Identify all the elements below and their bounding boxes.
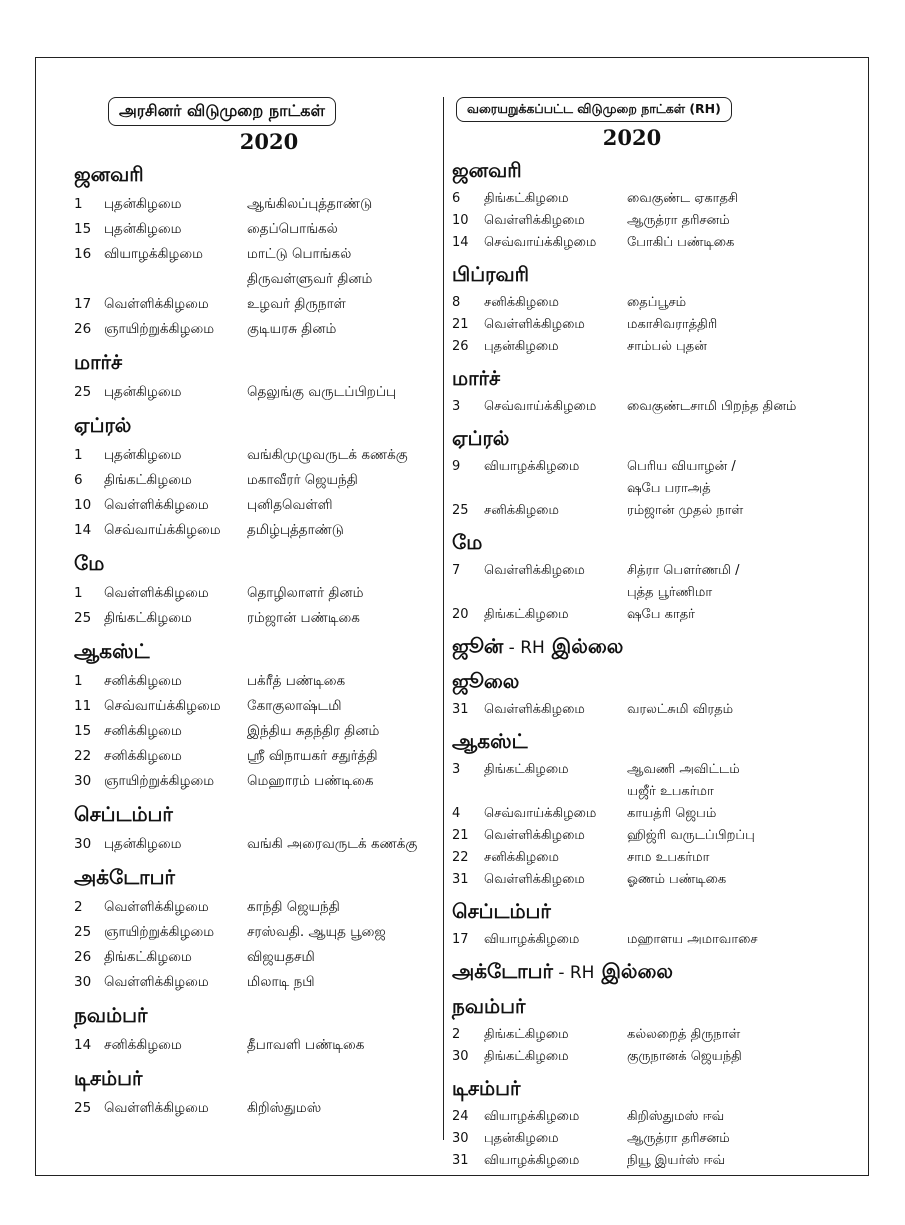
holiday-weekday: புதன்கிழமை (484, 1131, 559, 1146)
month-name: செப்டம்பர் (74, 802, 173, 826)
holiday-name: உழவர் திருநாள் (247, 296, 346, 312)
month-heading (452, 729, 824, 756)
holiday-name: வரலட்சுமி விரதம் (627, 702, 734, 717)
holiday-row (452, 314, 824, 336)
holiday-weekday: வியாழக்கிழமை (484, 1153, 580, 1168)
holiday-row (452, 847, 824, 869)
holiday-weekday: சனிக்கிழமை (104, 723, 182, 739)
holiday-date: 30 (452, 1131, 469, 1146)
holiday-date: 31 (452, 702, 469, 717)
holiday-name: நியூ இயர்ஸ் ஈவ் (627, 1153, 726, 1168)
holiday-weekday: திங்கட்கிழமை (484, 1049, 569, 1064)
rh-note-label: RH (520, 638, 545, 658)
holiday-date: 26 (74, 321, 92, 337)
holiday-row (74, 380, 436, 405)
month-name: மார்ச் (452, 366, 501, 390)
holiday-name: ஹிஜ்ரி வருடப்பிறப்பு (627, 828, 755, 843)
holiday-row (452, 1046, 824, 1068)
holiday-row (452, 396, 824, 418)
month-heading (452, 634, 824, 661)
holiday-name: மஹாளய அமாவாசை (627, 932, 758, 947)
holiday-weekday: சனிக்கிழமை (104, 748, 182, 764)
holiday-date: 26 (74, 949, 92, 965)
holiday-name: புனிதவெள்ளி (247, 497, 333, 513)
holiday-row (74, 832, 436, 857)
holiday-name: ஆவணி அவிட்டம் (627, 762, 740, 777)
holiday-row (74, 468, 436, 493)
holiday-row (452, 560, 824, 582)
holiday-row (452, 759, 824, 781)
rh-note-text: இல்லை (594, 959, 674, 983)
holiday-row (74, 1096, 436, 1121)
holiday-weekday: செவ்வாய்க்கிழமை (104, 522, 221, 538)
holiday-name: குருநானக் ஜெயந்தி (627, 1049, 742, 1064)
holiday-weekday: செவ்வாய்க்கிழமை (104, 698, 221, 714)
holiday-date: 21 (452, 317, 469, 332)
holiday-date: 30 (74, 836, 92, 852)
holiday-weekday: வெள்ளிக்கிழமை (104, 585, 209, 601)
holiday-date: 14 (74, 1037, 92, 1053)
month-heading (74, 162, 436, 189)
holiday-date: 14 (74, 522, 92, 538)
holiday-row (74, 970, 436, 995)
holiday-date: 21 (452, 828, 469, 843)
month-heading (74, 802, 436, 829)
month-name: ஏப்ரல் (452, 426, 510, 450)
holiday-weekday: வெள்ளிக்கிழமை (104, 974, 209, 990)
holiday-row (452, 292, 824, 314)
holiday-name: வைகுண்டசாமி பிறந்த தினம் (627, 399, 797, 414)
holiday-date: 2 (452, 1027, 461, 1042)
holiday-date: 25 (74, 1100, 92, 1116)
holiday-name: விஜயதசமி (247, 949, 315, 965)
holiday-date: 26 (452, 339, 469, 354)
holiday-date: 9 (452, 459, 461, 474)
holiday-weekday: செவ்வாய்க்கிழமை (484, 806, 597, 821)
holiday-row (452, 699, 824, 721)
holiday-date: 30 (452, 1049, 469, 1064)
holiday-name: பெரிய வியாழன் / (627, 459, 736, 474)
month-heading (74, 639, 436, 666)
holiday-row (452, 1128, 824, 1150)
holiday-date: 17 (452, 932, 469, 947)
month-name: ஆகஸ்ட் (74, 639, 150, 663)
month-heading (74, 350, 436, 377)
holiday-row (74, 669, 436, 694)
holiday-date: 11 (74, 698, 92, 714)
holiday-name: காந்தி ஜெயந்தி (247, 899, 340, 915)
holiday-row (74, 694, 436, 719)
holiday-date: 10 (74, 497, 92, 513)
holiday-row (74, 719, 436, 744)
holiday-weekday: சனிக்கிழமை (484, 850, 559, 865)
holiday-date: 24 (452, 1109, 469, 1124)
holiday-date: 16 (74, 246, 92, 262)
holiday-weekday: புதன்கிழமை (104, 836, 182, 852)
holiday-row (452, 1024, 824, 1046)
holiday-name: குடியரசு தினம் (247, 321, 337, 337)
month-heading (452, 959, 824, 986)
holiday-weekday: ஞாயிற்றுக்கிழமை (104, 924, 215, 940)
month-list (74, 162, 436, 1121)
year-label: 2020 (602, 125, 662, 150)
holiday-name: சரஸ்வதி. ஆயுத பூஜை (247, 924, 386, 940)
month-name: டிசம்பர் (74, 1066, 143, 1090)
holiday-weekday: வெள்ளிக்கிழமை (484, 872, 585, 887)
holiday-weekday: வெள்ளிக்கிழமை (104, 497, 209, 513)
holiday-row (74, 443, 436, 468)
holiday-row (452, 188, 824, 210)
holiday-date: 25 (74, 384, 92, 400)
holiday-date: 1 (74, 196, 83, 212)
holiday-row (452, 825, 824, 847)
holiday-weekday: ஞாயிற்றுக்கிழமை (104, 773, 215, 789)
holiday-name: ஸ்ரீ விநாயகர் சதுர்த்தி (247, 748, 378, 764)
holiday-weekday: வெள்ளிக்கிழமை (104, 296, 209, 312)
holiday-row (452, 781, 824, 803)
month-name: செப்டம்பர் (452, 899, 551, 923)
holiday-name: வைகுண்ட ஏகாதசி (627, 191, 739, 206)
holiday-weekday: வெள்ளிக்கிழமை (104, 899, 209, 915)
holiday-weekday: சனிக்கிழமை (104, 673, 182, 689)
holiday-date: 25 (452, 503, 469, 518)
government-holidays-column (74, 97, 436, 1121)
holiday-name: கல்லறைத் திருநாள் (627, 1027, 741, 1042)
holiday-row (74, 606, 436, 631)
holiday-row (74, 317, 436, 342)
holiday-name: பக்ரீத் பண்டிகை (247, 673, 346, 689)
holiday-name: ரம்ஜான் பண்டிகை (247, 610, 360, 626)
holiday-date: 22 (452, 850, 469, 865)
holiday-name: மகாசிவராத்திரி (627, 317, 718, 332)
holiday-date: 25 (74, 610, 92, 626)
holiday-weekday: புதன்கிழமை (104, 196, 182, 212)
holiday-row (452, 336, 824, 358)
holiday-weekday: புதன்கிழமை (104, 447, 182, 463)
month-name: பிப்ரவரி (452, 262, 529, 286)
holiday-row (452, 929, 824, 951)
holiday-date: 10 (452, 213, 469, 228)
holiday-name: ரம்ஜான் முதல் நாள் (627, 503, 744, 518)
holiday-weekday: சனிக்கிழமை (104, 1037, 182, 1053)
holiday-name: திருவள்ளுவர் தினம் (247, 271, 373, 287)
holiday-row (452, 456, 824, 478)
holiday-date: 2 (74, 899, 83, 915)
month-heading (452, 669, 824, 696)
holiday-date: 31 (452, 1153, 469, 1168)
holiday-row (74, 292, 436, 317)
holiday-weekday: வியாழக்கிழமை (104, 246, 204, 262)
month-heading (452, 899, 824, 926)
holiday-weekday: சனிக்கிழமை (484, 503, 559, 518)
holiday-weekday: வெள்ளிக்கிழமை (484, 828, 585, 843)
holiday-weekday: ஞாயிற்றுக்கிழமை (104, 321, 215, 337)
holiday-name: யஜீர் உபகர்மா (627, 784, 714, 799)
month-name: ஏப்ரல் (74, 413, 132, 437)
holiday-date: 7 (452, 563, 461, 578)
holiday-date: 20 (452, 607, 469, 622)
holiday-name: தெலுங்கு வருடப்பிறப்பு (247, 384, 397, 400)
holiday-name: மகாவீரர் ஜெயந்தி (247, 472, 358, 488)
column-heading: அரசினர் விடுமுறை நாட்கள் (108, 97, 336, 126)
holiday-row (452, 478, 824, 500)
column-divider (443, 97, 444, 1140)
month-name: ஜூலை (452, 669, 520, 693)
month-heading (452, 262, 824, 289)
holiday-name: மெஹாரம் பண்டிகை (247, 773, 374, 789)
holiday-name: சாம உபகர்மா (627, 850, 710, 865)
holiday-date: 31 (452, 872, 469, 887)
month-name: டிசம்பர் (452, 1076, 521, 1100)
holiday-row (74, 769, 436, 794)
holiday-name: தைப்பூசம் (627, 295, 687, 310)
holiday-row (74, 581, 436, 606)
month-heading (74, 1003, 436, 1030)
holiday-name: ஆங்கிலப்புத்தாண்டு (247, 196, 373, 212)
holiday-row (74, 895, 436, 920)
month-name: மார்ச் (74, 350, 123, 374)
holiday-name: தீபாவளி பண்டிகை (247, 1037, 365, 1053)
holiday-weekday: புதன்கிழமை (484, 339, 559, 354)
holiday-date: 8 (452, 295, 461, 310)
holiday-weekday: வியாழக்கிழமை (484, 932, 580, 947)
holiday-date: 30 (74, 773, 92, 789)
holiday-name: கிறிஸ்துமஸ் ஈவ் (627, 1109, 725, 1124)
holiday-row (452, 232, 824, 254)
holiday-row (74, 920, 436, 945)
month-heading (452, 426, 824, 453)
restricted-holidays-column (452, 97, 824, 1172)
rh-note-text: இல்லை (544, 634, 624, 658)
holiday-name: ஆருத்ரா தரிசனம் (627, 1131, 730, 1146)
holiday-weekday: புதன்கிழமை (104, 384, 182, 400)
holiday-row (452, 604, 824, 626)
holiday-weekday: திங்கட்கிழமை (484, 762, 569, 777)
holiday-row (452, 1150, 824, 1172)
holiday-name: மாட்டு பொங்கல் (247, 246, 352, 262)
holiday-name: வங்கிமுழுவருடக் கணக்கு (247, 447, 408, 463)
holiday-name: புத்த பூர்ணிமா (627, 585, 713, 600)
holiday-weekday: புதன்கிழமை (104, 221, 182, 237)
holiday-row (452, 582, 824, 604)
holiday-weekday: வியாழக்கிழமை (484, 1109, 580, 1124)
holiday-name: சித்ரா பௌர்ணமி / (627, 563, 740, 578)
holiday-row (452, 500, 824, 522)
month-heading (74, 865, 436, 892)
column-heading: வரையறுக்கப்பட்ட விடுமுறை நாட்கள் (RH) (456, 97, 732, 122)
holiday-name: மிலாடி நபி (247, 974, 315, 990)
holiday-date: 30 (74, 974, 92, 990)
holiday-date: 1 (74, 447, 83, 463)
month-heading (452, 530, 824, 557)
holiday-name: ஷபே காதர் (627, 607, 695, 622)
month-heading (452, 1076, 824, 1103)
holiday-name: காயத்ரி ஜெபம் (627, 806, 717, 821)
holiday-weekday: வெள்ளிக்கிழமை (484, 213, 585, 228)
holiday-weekday: திங்கட்கிழமை (484, 607, 569, 622)
month-name: மே (452, 530, 483, 554)
holiday-weekday: வெள்ளிக்கிழமை (484, 563, 585, 578)
holiday-name: இந்திய சுதந்திர தினம் (247, 723, 380, 739)
month-name: நவம்பர் (452, 994, 526, 1018)
holiday-name: சாம்பல் புதன் (627, 339, 707, 354)
holiday-row (452, 1106, 824, 1128)
month-heading (452, 158, 824, 185)
holiday-row (74, 192, 436, 217)
holiday-weekday: செவ்வாய்க்கிழமை (484, 235, 597, 250)
month-name: மே (74, 551, 105, 575)
month-heading (452, 994, 824, 1021)
year-label: 2020 (239, 129, 299, 154)
holiday-row (452, 210, 824, 232)
holiday-row (74, 1033, 436, 1058)
holiday-name: ஓணம் பண்டிகை (627, 872, 727, 887)
holiday-name: கிறிஸ்துமஸ் (247, 1100, 322, 1116)
month-heading (74, 413, 436, 440)
holiday-date: 15 (74, 723, 92, 739)
month-name: நவம்பர் (74, 1003, 148, 1027)
holiday-name: ஷபே பராஅத் (627, 481, 711, 496)
holiday-date: 17 (74, 296, 92, 312)
holiday-date: 3 (452, 762, 461, 777)
holiday-weekday: வெள்ளிக்கிழமை (104, 1100, 209, 1116)
holiday-row (452, 869, 824, 891)
holiday-row (74, 744, 436, 769)
holiday-date: 1 (74, 585, 83, 601)
holiday-weekday: வியாழக்கிழமை (484, 459, 580, 474)
month-name: ஆகஸ்ட் (452, 729, 528, 753)
rh-note-separator: - (503, 638, 521, 658)
month-name: ஜனவரி (74, 162, 144, 186)
holiday-weekday: வெள்ளிக்கிழமை (484, 317, 585, 332)
holiday-weekday: வெள்ளிக்கிழமை (484, 702, 585, 717)
holiday-name: வங்கி அரைவருடக் கணக்கு (247, 836, 418, 852)
holiday-weekday: திங்கட்கிழமை (484, 191, 569, 206)
holiday-row (74, 242, 436, 267)
holiday-date: 4 (452, 806, 461, 821)
holiday-date: 15 (74, 221, 92, 237)
rh-note-separator: - (552, 963, 570, 983)
month-name: அக்டோபர் (452, 959, 553, 983)
holiday-date: 14 (452, 235, 469, 250)
holiday-weekday: திங்கட்கிழமை (104, 949, 192, 965)
holiday-name: தமிழ்புத்தாண்டு (247, 522, 344, 538)
holiday-weekday: சனிக்கிழமை (484, 295, 559, 310)
month-list (452, 158, 824, 1172)
holiday-date: 1 (74, 673, 83, 689)
holiday-date: 25 (74, 924, 92, 940)
holiday-name: தொழிலாளர் தினம் (247, 585, 364, 601)
holiday-date: 3 (452, 399, 461, 414)
holiday-row (74, 518, 436, 543)
holiday-row (74, 217, 436, 242)
holiday-row (452, 803, 824, 825)
holiday-row (74, 493, 436, 518)
month-heading (74, 551, 436, 578)
holiday-weekday: திங்கட்கிழமை (104, 610, 192, 626)
holiday-weekday: திங்கட்கிழமை (484, 1027, 569, 1042)
month-name: ஜூன் (452, 634, 504, 658)
holiday-name: போகிப் பண்டிகை (627, 235, 735, 250)
holiday-weekday: செவ்வாய்க்கிழமை (484, 399, 597, 414)
holiday-date: 6 (452, 191, 461, 206)
holiday-date: 22 (74, 748, 92, 764)
month-heading (74, 1066, 436, 1093)
holiday-name: ஆருத்ரா தரிசனம் (627, 213, 730, 228)
holiday-row (74, 945, 436, 970)
month-heading (452, 366, 824, 393)
month-name: ஜனவரி (452, 158, 522, 182)
holiday-weekday: திங்கட்கிழமை (104, 472, 192, 488)
holiday-row (74, 267, 436, 292)
holiday-name: கோகுலாஷ்டமி (247, 698, 342, 714)
holiday-name: தைப்பொங்கல் (247, 221, 338, 237)
rh-note-label: RH (569, 963, 595, 983)
holiday-date: 6 (74, 472, 83, 488)
month-name: அக்டோபர் (74, 865, 175, 889)
